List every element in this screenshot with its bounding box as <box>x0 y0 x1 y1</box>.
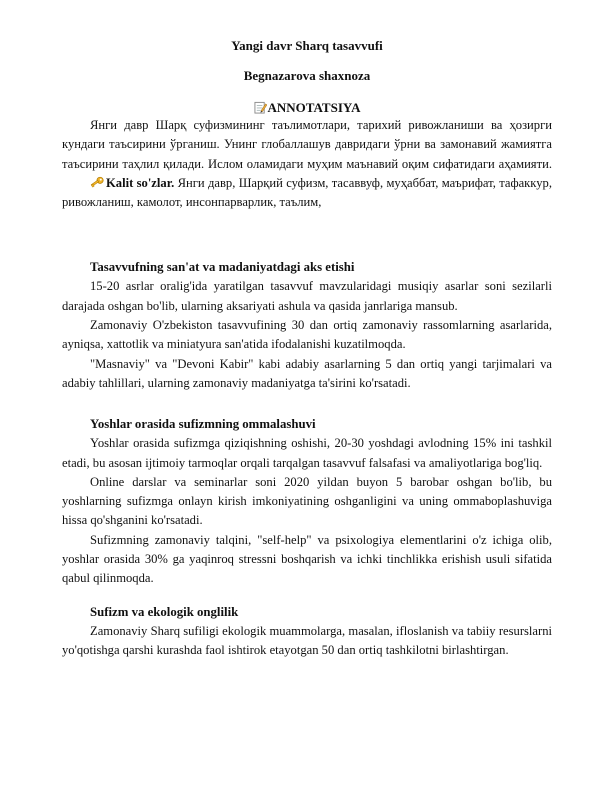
document-title: Yangi davr Sharq tasavvufi <box>231 38 383 53</box>
section-heading: Tasavvufning san'at va madaniyatdagi aks etishi <box>90 260 355 275</box>
section-paragraph: Sufizmning zamonaviy talqini, "self-help" va psixologiya elementlarini o'z ichiga olib, yoshlar orasida 30% ga yaqinroq stressni boshqarish va ichki tinchlikka erishish usuli sifatida qabul qilinmoqda. <box>62 532 552 586</box>
author-name: Begnazarova shaxnoza <box>243 68 371 83</box>
key-icon <box>90 176 104 189</box>
document-page <box>62 38 552 660</box>
section-paragraph: "Masnaviy" va "Devoni Kabir" kabi adabiy asarlarning 5 dan ortiq yangi tarjimalari va adabiy tahlillari, ularning zamonaviy madaniyatga ta'sirini ko'rsatadi. <box>62 356 552 390</box>
section-paragraph: Zamonaviy Sharq sufiligi ekologik muammolarga, masalan, ifloslanish va tabiiy resurslarni yo'qotishga qarshi kurashda faol ishtirok etayotgan 50 dan ortiq tashkilotni birlashtirgan. <box>62 623 552 657</box>
section-heading: Yoshlar orasida sufizmning ommalashuvi <box>90 417 316 432</box>
section-heading: Sufizm va ekologik onglilik <box>90 604 239 619</box>
keywords-label: Kalit so'zlar. <box>106 175 175 190</box>
annotation-text: Янги давр Шарқ суфизмининг таълимотлари, тарихий ривожланиши ва ҳозирги кундаги таъсирини ўрганиш. Унинг глобаллашув давридаги ўрни ва замонавий жамиятга таъсирини таҳлил қилади. Ислом оламидаги муҳим маънавий оқим сифатидаги аҳамияти. <box>62 118 552 171</box>
section-paragraph: Online darslar va seminarlar soni 2020 yildan buyon 5 barobar oshgan bo'lib, bu yoshlarning sufizmga onlayn kirish imkoniyatining oshganligini va uning ommaboplashuviga hissa qo'shganini ko'rsatadi. <box>62 474 552 528</box>
annotation-heading <box>62 100 552 116</box>
keywords-paragraph <box>62 174 552 213</box>
section-paragraph: Zamonaviy O'zbekiston tasavvufining 30 dan ortiq zamonaviy rassomlarning asarlarida, ayniqsa, xattotlik va miniatyura san'atida ifodalanishi kuzatilmoqda. <box>62 318 552 352</box>
section-paragraph: 15-20 asrlar oralig'ida yaratilgan tasavvuf mavzularidagi musiqiy asarlar soni sezilarli darajada oshgan bo'lib, ularning aksariyati ashula va qasida janrlariga mansub. <box>62 279 552 313</box>
memo-icon <box>254 101 267 114</box>
annotation-heading-text: ANNOTATSIYA <box>267 100 361 115</box>
section-paragraph: Yoshlar orasida sufizmga qiziqishning oshishi, 20-30 yoshdagi avlodning 15% ini tashkil etadi, bu asosan ijtimoiy tarmoqlar orqali tarqalgan tasavvuf falsafasi va amaliyotlariga bog'liq. <box>62 436 552 470</box>
keywords-text: Янги давр, Шарқий суфизм, тасаввуф, муҳаббат, маърифат, тафаккур, ривожланиш, камолот, инсонпарварлик, таълим, <box>62 175 552 210</box>
